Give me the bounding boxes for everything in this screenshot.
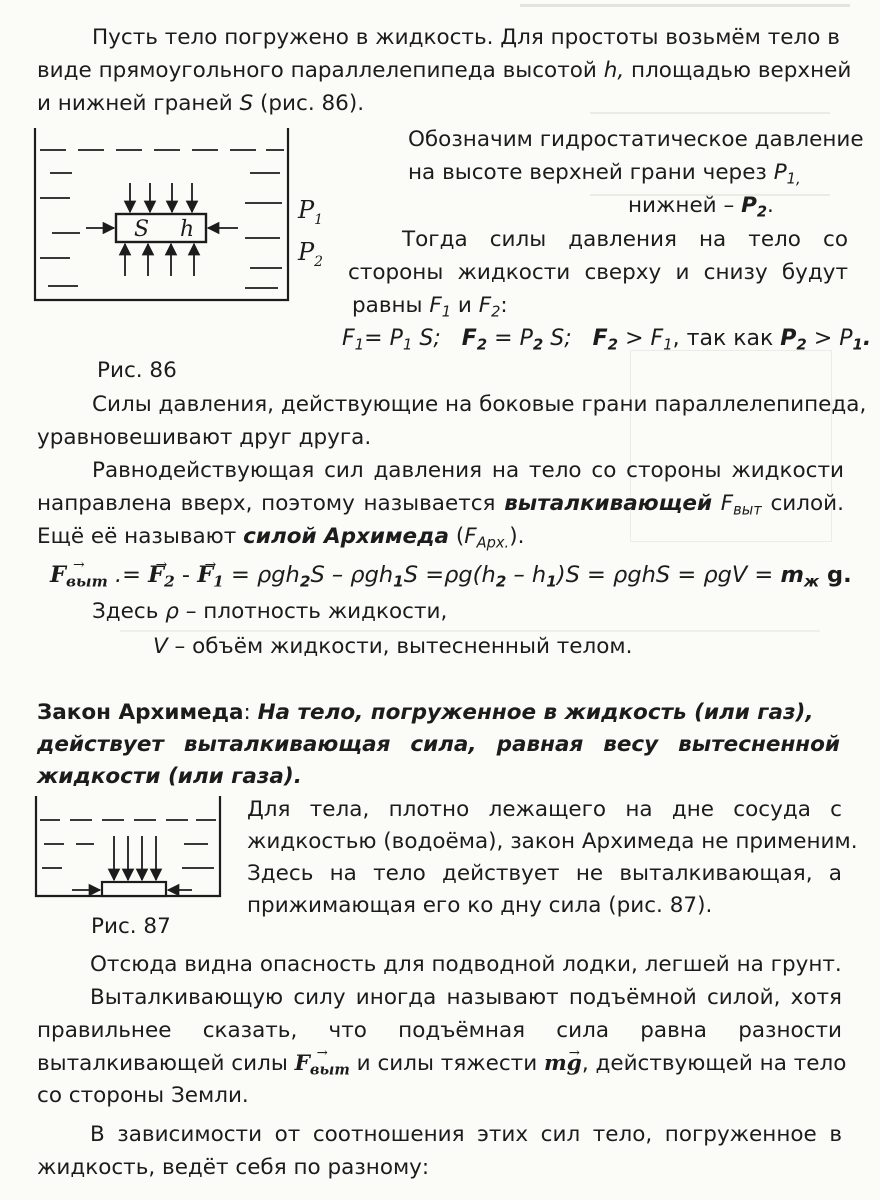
formula-buoyant: → $F_{выт}$ .= → $F_2$ - → $F_1 = \rho gh_2S - \rho gh_1S =\rho g(h_2 - h_1)S = \rho ghS = \rho gV = m_ж$ g.	[50, 560, 852, 591]
right-text-line-2	[408, 157, 801, 188]
symbol-V: V	[153, 634, 168, 659]
fig87-text-line-3: Здесь на тело действует не выталкивающая, а	[247, 861, 842, 886]
law-line-2: действует выталкивающая сила, равная весу вытесненной	[37, 732, 840, 757]
symbol-mg: m→ g	[544, 1051, 582, 1076]
lift-line-3	[37, 1048, 846, 1079]
vector-Fvyt-inline: → $F_{выт}$	[295, 1048, 350, 1079]
side-faces-line-2: уравновешивают друг друга.	[37, 425, 372, 450]
fig87-text-line-4: прижимающая его ко дну сила (рис. 87).	[247, 893, 713, 918]
lift-text: и силы тяжести	[349, 1051, 545, 1076]
formula-F1: $F_1= P_1$ S;	[342, 326, 441, 354]
fig87-text-line-1: Для тела, плотно лежащего на дне сосуда с	[247, 797, 842, 822]
fig87-text-line-2: жидкостью (водоёма), закон Архимеда не применим.	[247, 829, 858, 854]
fig86-label-h: h	[180, 217, 195, 242]
height-symbol: h,	[603, 58, 625, 83]
volume-definition	[153, 631, 632, 662]
resultant-line-1: Равнодействующая сил давления на тело со стороны жидкости	[92, 458, 844, 483]
intro-line-3	[37, 88, 364, 119]
bleed-through-text	[520, 4, 850, 17]
here-text: Здесь	[92, 599, 166, 624]
term-archimedes-force: силой Архимеда	[243, 524, 450, 549]
lift-line-4: со стороны Земли.	[37, 1083, 249, 1108]
resultant-text: Ещё её называют	[37, 524, 244, 549]
submarine-danger: Отсюда видна опасность для подводной лодки, легшей на грунт.	[90, 952, 842, 977]
right-text-line-6	[352, 290, 508, 321]
resultant-line-2	[37, 488, 844, 519]
resultant-line-3	[37, 521, 524, 552]
intro-text: и нижней граней	[37, 91, 240, 116]
final-line-1: В зависимости от соотношения этих сил тело, погруженное в	[90, 1122, 842, 1147]
fig86-caption: Рис. 86	[97, 358, 177, 383]
intro-line-1: Пусть тело погружено в жидкость. Для простоты возьмём тело в	[92, 25, 840, 50]
right-text: на высоте верхней грани через	[408, 160, 774, 185]
symbol-Farch: $F_{Арх.}$	[464, 524, 510, 552]
right-text: и	[451, 293, 479, 318]
area-symbol: S	[239, 91, 254, 116]
symbol-rho: ρ	[165, 599, 179, 624]
fig86-label-P1: $P_1$	[298, 196, 324, 228]
punctuation: .	[767, 193, 774, 218]
resultant-text: силой.	[761, 491, 844, 516]
intro-line-2	[37, 55, 851, 86]
law-line-3: жидкости (или газа).	[37, 764, 302, 789]
formula-forces	[342, 323, 871, 354]
vector-Fvyt: → $F_{выт}$	[50, 560, 108, 591]
law-title: Закон Архимеда	[37, 700, 244, 725]
right-text: нижней –	[628, 193, 742, 218]
law-text: На тело, погруженное в жидкость (или газ),	[257, 700, 814, 725]
here-text: – плотность жидкости,	[178, 599, 448, 624]
punctuation: :	[243, 700, 258, 725]
intro-text: (рис. 86).	[253, 91, 365, 116]
resultant-text: направлена вверх, поэтому называется	[37, 491, 505, 516]
volume-text: – объём жидкости, вытесненный телом.	[167, 634, 633, 659]
fig86-label-S: S	[134, 217, 150, 242]
figure-86	[30, 128, 330, 318]
lift-line-2: правильнее сказать, что подъёмная сила равна разности	[37, 1018, 842, 1043]
figure-87	[32, 796, 232, 906]
punctuation: :	[500, 293, 508, 318]
symbol-P2: $P_2$	[741, 193, 768, 221]
formula-F2: $F_2 = P_2$ S;	[461, 326, 572, 354]
symbol-F1: $F_1$	[429, 293, 452, 321]
symbol-P1: $P_{1,}$	[773, 160, 801, 188]
fig86-label-P2: $P_2$	[298, 238, 324, 270]
law-line-1	[37, 697, 814, 728]
symbol-F2: $F_2$	[478, 293, 501, 321]
punctuation: (	[449, 524, 465, 549]
right-text: равны	[352, 293, 430, 318]
lift-text: выталкивающей силы	[37, 1051, 295, 1076]
final-line-2: жидкость, ведёт себя по разному:	[37, 1155, 430, 1180]
rho-definition	[92, 596, 447, 627]
fig87-caption: Рис. 87	[91, 914, 171, 939]
term-buoyant: выталкивающей	[504, 491, 713, 516]
lift-line-1: Выталкивающую силу иногда называют подъёмной силой, хотя	[90, 985, 842, 1010]
side-faces-line-1: Силы давления, действующие на боковые грани параллелепипеда,	[92, 392, 867, 417]
formula-compare: $F_2 > F_1$, так как $P_2 > P_1$.	[592, 326, 872, 354]
right-text-line-3	[628, 190, 774, 221]
lift-text: , действующей на тело	[581, 1051, 847, 1076]
punctuation: ).	[509, 524, 525, 549]
intro-text: виде прямоугольного параллелепипеда высотой	[37, 58, 604, 83]
intro-text: площадью верхней	[624, 58, 852, 83]
vector-F2: → $F_2$	[148, 560, 175, 591]
symbol-Fvyt: $F_{выт}$	[720, 491, 762, 519]
body-on-bottom	[102, 882, 166, 896]
right-text-line-5: стороны жидкости сверху и снизу будут	[348, 260, 848, 285]
right-text-line-1: Обозначим гидростатическое давление	[408, 127, 864, 152]
right-text-line-4: Тогда силы давления на тело со	[402, 227, 848, 252]
vector-F1: → $F_1$	[197, 560, 224, 591]
